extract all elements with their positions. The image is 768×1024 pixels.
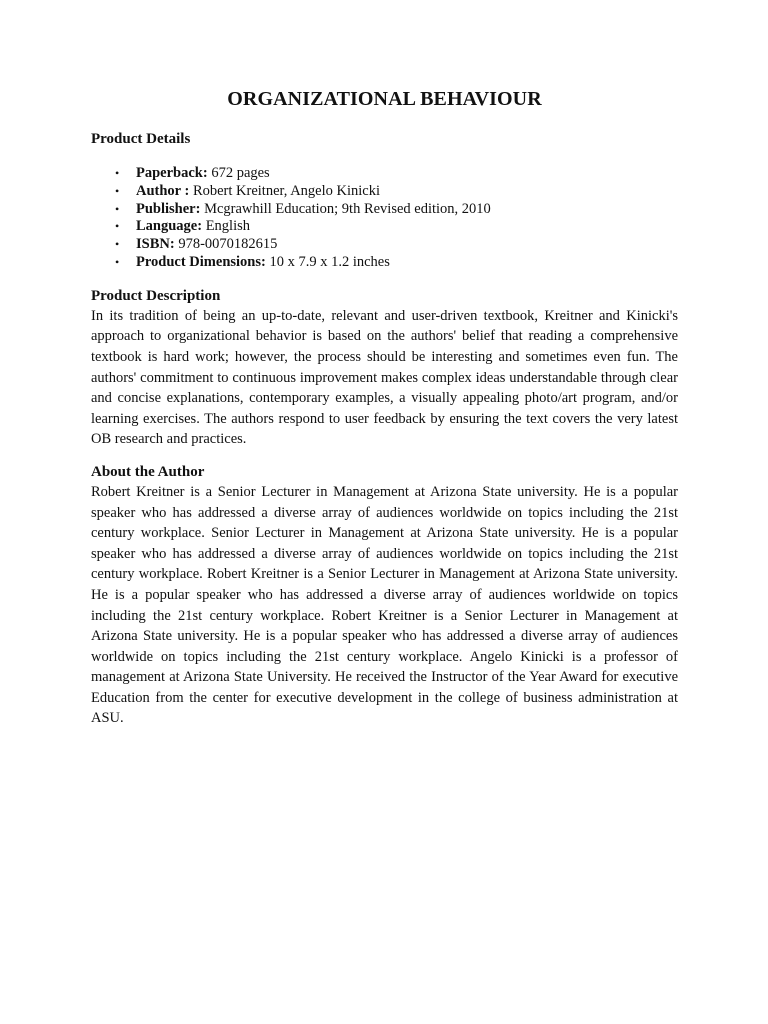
bullet-icon: •: [115, 183, 120, 198]
bullet-icon: •: [115, 219, 120, 234]
about-author-heading: About the Author: [91, 463, 205, 480]
about-author-text: Robert Kreitner is a Senior Lecturer in Management at Arizona State university. He is a popular speaker who has addressed a diverse array of audiences worldwide on topics including the 21st century workplace. Senior Lecturer in Management at Arizona State university. He is a popular speaker who has addressed a diverse array of audiences worldwide on topics including the 21st century workplace. Robert Kreitner is a Senior Lecturer in Management at Arizona State university. He is a popular speaker who has addressed a diverse array of audiences worldwide on topics including the 21st century workplace. Robert Kreitner is a Senior Lecturer in Management at Arizona State university. He is a popular speaker who has addressed a diverse array of audiences worldwide on topics including the 21st century workplace. Angelo Kinicki is a professor of management at Arizona State University. He received the Instructor of the Year Award for executive Education from the center for executive development in the college of business administration at ASU.: [91, 483, 678, 727]
detail-item-isbn: [91, 236, 678, 254]
detail-item-language: [91, 218, 678, 236]
bullet-icon: •: [115, 166, 120, 180]
detail-label: Product Dimensions:: [136, 253, 266, 270]
detail-value: 10 x 7.9 x 1.2 inches: [265, 253, 390, 270]
product-description-heading: Product Description: [91, 287, 221, 304]
detail-item-paperback: [91, 165, 678, 183]
detail-label: Language:: [136, 218, 203, 235]
detail-label: Author :: [136, 182, 190, 199]
detail-label: Paperback:: [136, 165, 208, 181]
detail-label: ISBN:: [136, 236, 175, 253]
detail-value: 672 pages: [207, 165, 270, 181]
document-page: [91, 88, 678, 741]
detail-item-dimensions: [91, 254, 678, 272]
detail-item-publisher: [91, 201, 678, 219]
detail-item-author: [91, 183, 678, 201]
page-title: ORGANIZATIONAL BEHAVIOUR: [227, 88, 542, 110]
detail-value: English: [202, 218, 251, 235]
bullet-icon: •: [115, 254, 120, 269]
product-details-list: [91, 165, 678, 272]
product-details-heading: Product Details: [91, 131, 191, 147]
detail-label: Publisher:: [136, 200, 201, 217]
detail-value: 978-0070182615: [174, 236, 278, 253]
bullet-icon: •: [115, 201, 120, 216]
detail-value: Robert Kreitner, Angelo Kinicki: [189, 182, 381, 199]
product-description-text: In its tradition of being an up-to-date, relevant and user-driven textbook, Kreitner and Kinicki's approach to organizational behavior is based on the authors' belief that reading a comprehensive textbook is hard work; however, the process should be interesting and sometimes even fun. The authors' commitment to continuous improvement makes complex ideas understandable through clear and concise explanations, contemporary examples, a visually appealing photo/art program, and/or learning exercises. The authors respond to user feedback by ensuring the text covers the very latest OB research and practices.: [91, 307, 678, 448]
detail-value: Mcgrawhill Education; 9th Revised edition, 2010: [200, 200, 491, 217]
bullet-icon: •: [115, 237, 120, 252]
